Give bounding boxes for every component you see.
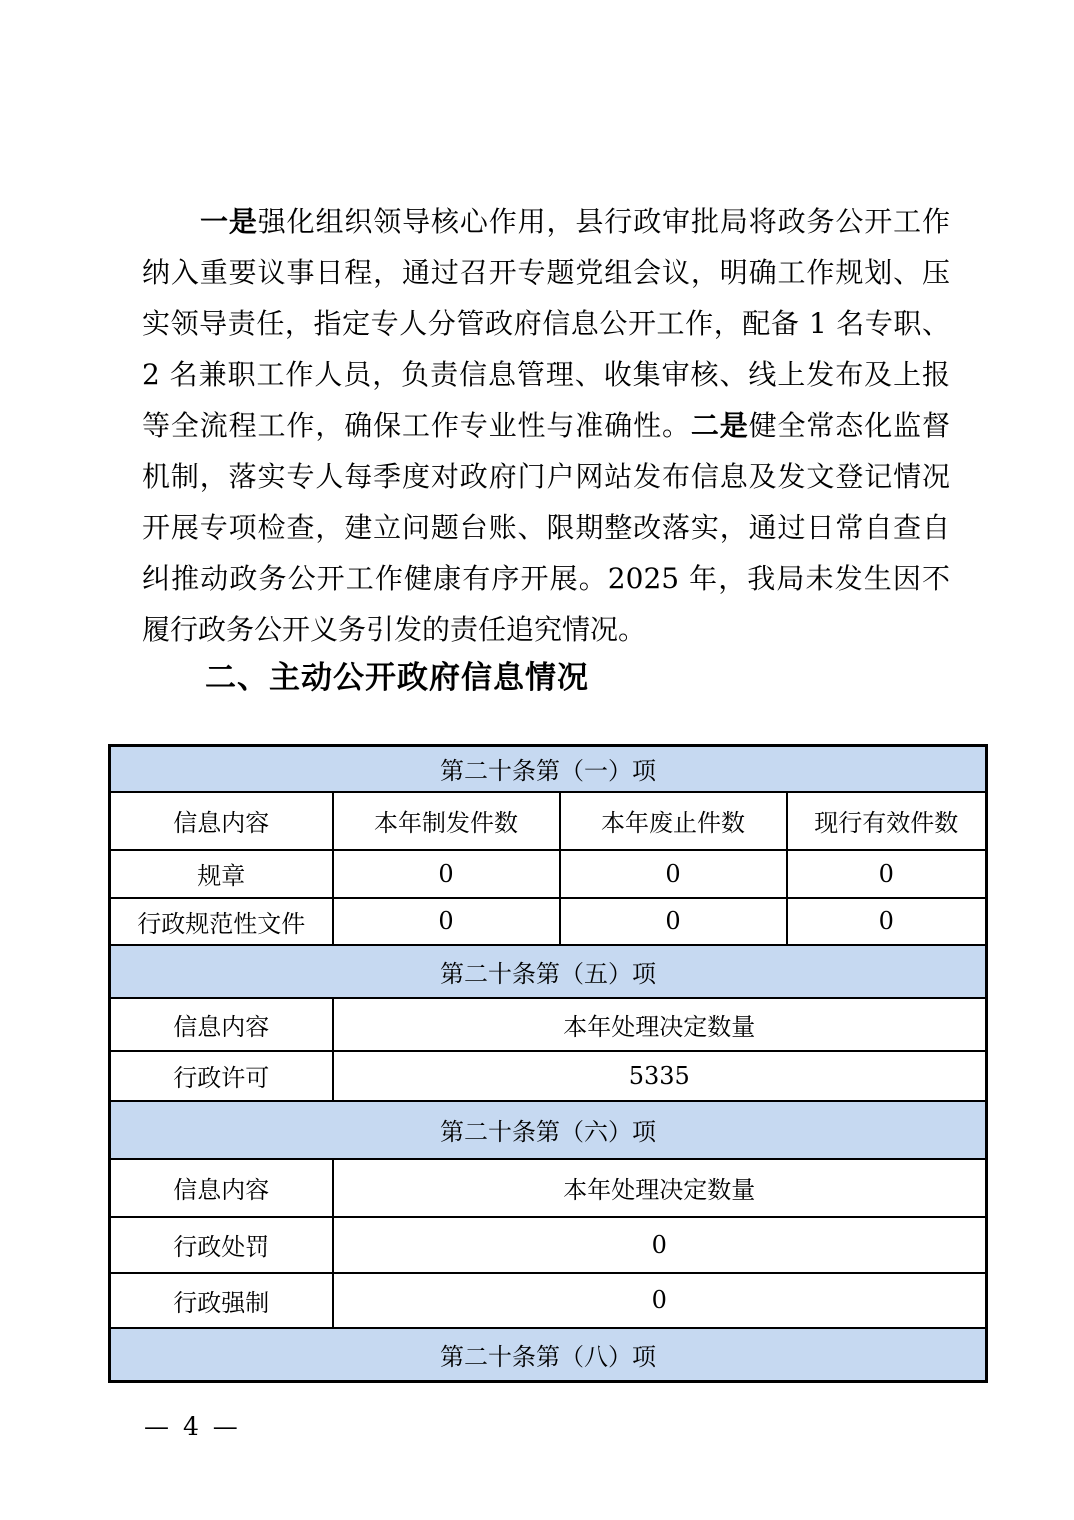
paragraph-text: 实领导责任，指定专人分管政府信息公开工作，配备 1 名专职、 xyxy=(142,307,950,340)
paragraph-line xyxy=(142,553,950,604)
section-heading: 二、主动公开政府信息情况 xyxy=(205,660,589,696)
page-number: — 4 — xyxy=(144,1412,241,1441)
section-header-cell: 第二十条第（六）项 xyxy=(110,1101,987,1159)
section-header-row xyxy=(110,746,987,792)
column-header-cell: 信息内容 xyxy=(110,998,333,1051)
column-header-row xyxy=(110,1159,987,1217)
paragraph-line xyxy=(142,247,950,298)
column-header-cell: 本年制发件数 xyxy=(333,792,560,850)
paragraph-line xyxy=(142,196,950,247)
paragraph-text: 机制，落实专人每季度对政府门户网站发布信息及发文登记情况 xyxy=(142,460,950,493)
paragraph-line xyxy=(142,400,950,451)
value-cell: 0 xyxy=(560,850,787,898)
row-label-cell: 规章 xyxy=(110,850,333,898)
value-cell: 5335 xyxy=(333,1051,987,1101)
paragraph-text: 履行政务公开义务引发的责任追究情况。 xyxy=(142,613,647,646)
paragraph-line xyxy=(142,502,950,553)
paragraph xyxy=(142,196,950,655)
paragraph-bold-lead: 一是 xyxy=(200,205,258,238)
paragraph-line xyxy=(142,604,950,655)
paragraph-text: 纳入重要议事日程，通过召开专题党组会议，明确工作规划、压 xyxy=(142,256,950,289)
paragraph-text: 开展专项检查，建立问题台账、限期整改落实，通过日常自查自 xyxy=(142,511,950,544)
disclosure-table xyxy=(108,744,988,1383)
paragraph-text: 2 名兼职工作人员，负责信息管理、收集审核、线上发布及上报 xyxy=(142,358,950,391)
row-label-cell: 行政许可 xyxy=(110,1051,333,1101)
column-header-cell: 信息内容 xyxy=(110,792,333,850)
value-cell: 0 xyxy=(333,1217,987,1273)
row-label-cell: 行政规范性文件 xyxy=(110,898,333,945)
table-row xyxy=(110,898,987,945)
value-cell: 0 xyxy=(560,898,787,945)
value-cell: 0 xyxy=(787,898,987,945)
table-row xyxy=(110,1051,987,1101)
table-row xyxy=(110,850,987,898)
section-header-row xyxy=(110,1101,987,1159)
paragraph-line xyxy=(142,298,950,349)
paragraph-line xyxy=(142,451,950,502)
column-header-cell: 现行有效件数 xyxy=(787,792,987,850)
paragraph-text: 强化组织领导核心作用，县行政审批局将政务公开工作 xyxy=(257,205,950,238)
section-header-row xyxy=(110,945,987,998)
column-header-cell: 本年处理决定数量 xyxy=(333,1159,987,1217)
column-header-cell: 信息内容 xyxy=(110,1159,333,1217)
value-cell: 0 xyxy=(333,850,560,898)
paragraph-bold-lead: 二是 xyxy=(690,409,749,442)
paragraph-text: 健全常态化监督 xyxy=(748,409,950,442)
paragraph-text: 纠推动政务公开工作健康有序开展。2025 年，我局未发生因不 xyxy=(142,562,950,595)
paragraph-text: 等全流程工作，确保工作专业性与准确性。 xyxy=(142,409,691,442)
section-header-cell: 第二十条第（五）项 xyxy=(110,945,987,998)
value-cell: 0 xyxy=(333,898,560,945)
section-header-cell: 第二十条第（八）项 xyxy=(110,1328,987,1382)
paragraph-line xyxy=(142,349,950,400)
value-cell: 0 xyxy=(787,850,987,898)
table-row xyxy=(110,1273,987,1328)
value-cell: 0 xyxy=(333,1273,987,1328)
table-row xyxy=(110,1217,987,1273)
column-header-row xyxy=(110,998,987,1051)
section-header-cell: 第二十条第（一）项 xyxy=(110,746,987,792)
section-header-row xyxy=(110,1328,987,1382)
column-header-cell: 本年处理决定数量 xyxy=(333,998,987,1051)
column-header-cell: 本年废止件数 xyxy=(560,792,787,850)
row-label-cell: 行政处罚 xyxy=(110,1217,333,1273)
row-label-cell: 行政强制 xyxy=(110,1273,333,1328)
column-header-row xyxy=(110,792,987,850)
